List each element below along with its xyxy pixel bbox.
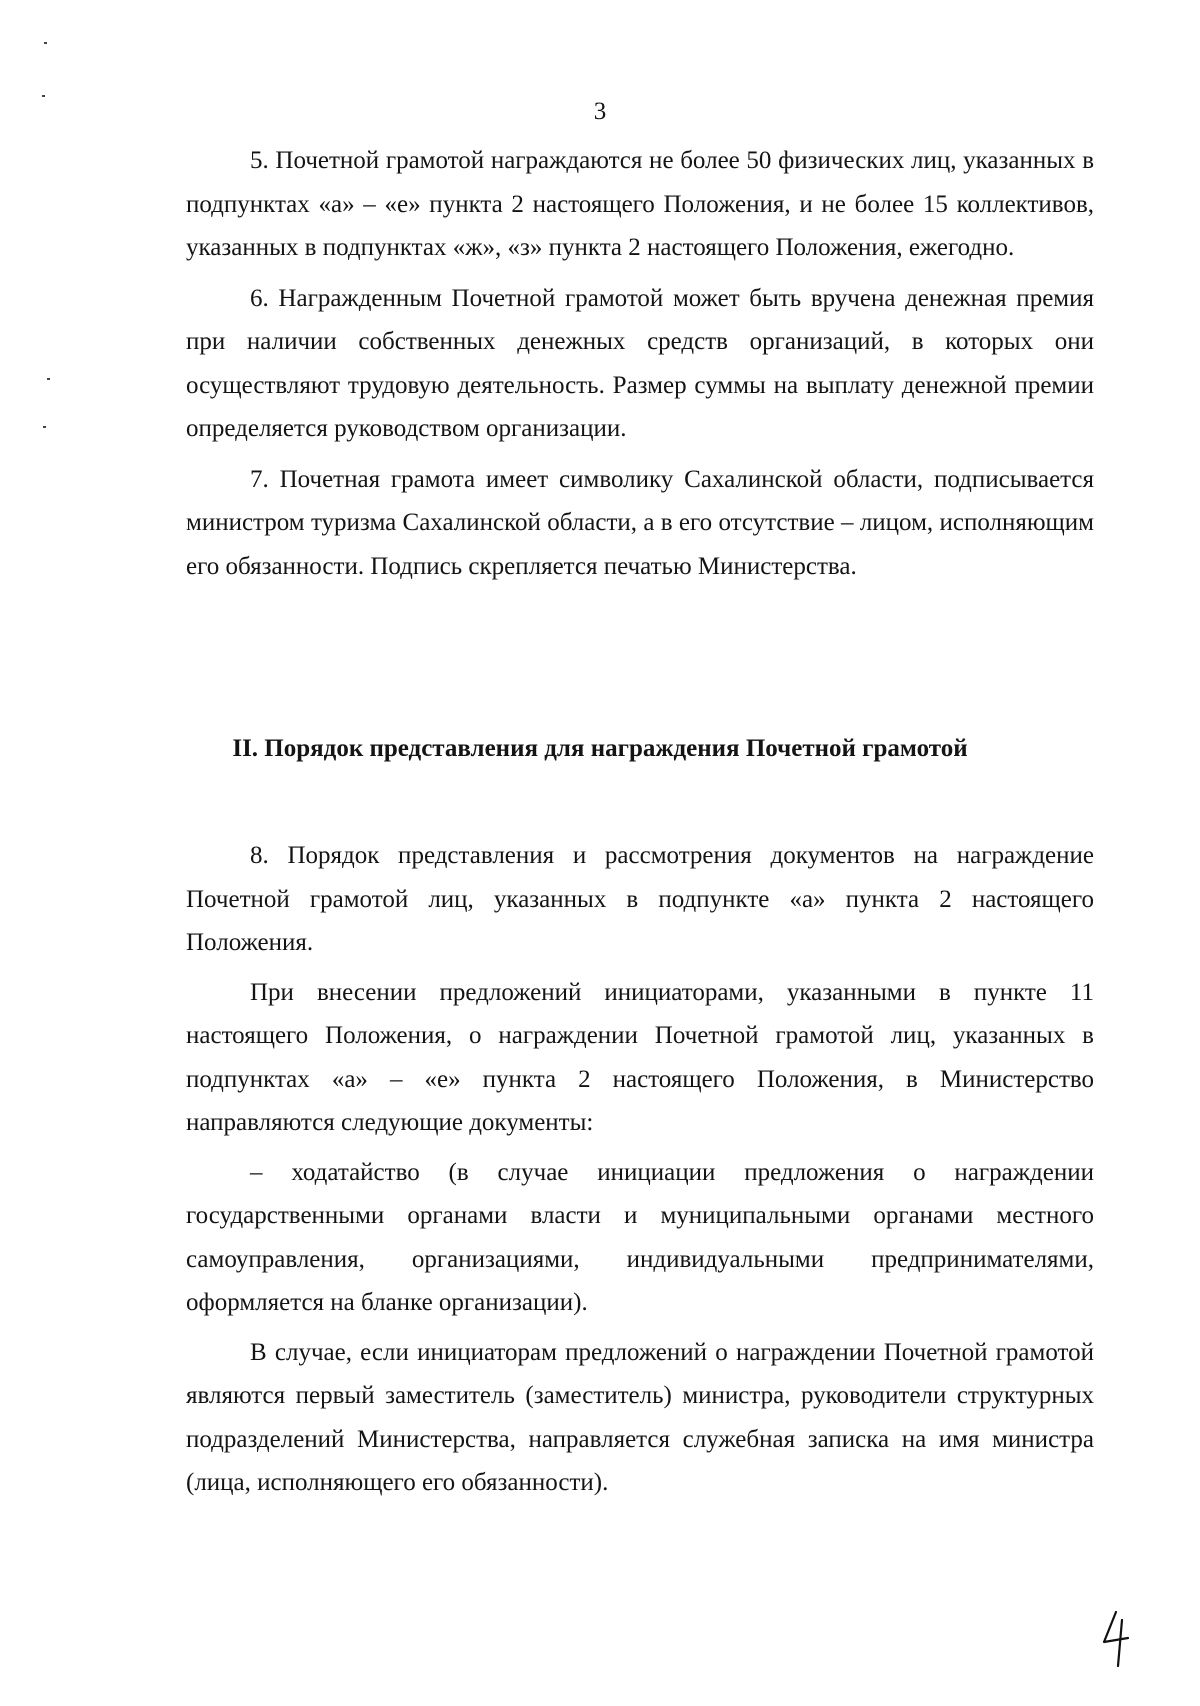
section-1-text [186,139,1094,588]
handwritten-page-number [1096,1608,1136,1675]
paragraph-memo: В случае, если инициаторам предложений о награждении Почетной грамотой являются первый заместитель (заместитель) министра, руководители структурных подразделений Министерства, направляется служебная записка на имя министра (лица, исполняющего его обязанности). [186,1338,1094,1496]
scan-dot [43,426,46,428]
paragraph-7: 7. Почетная грамота имеет символику Сахалинской области, подписывается министром туризма Сахалинской области, а в его отсутствие – лицом, исполняющим его обязанности. Подпись скрепляется печатью Министерства. [186,465,1094,580]
scan-dot [44,42,47,44]
handwritten-four-icon [1096,1608,1136,1670]
page-number: 3 [593,98,607,125]
paragraph-8: 8. Порядок представления и рассмотрения документов на награждение Почетной грамотой лиц, указанных в подпункте «а» пункта 2 настоящего Положения. [186,842,1094,956]
paragraph-5: 5. Почетной грамотой награждаются не более 50 физических лиц, указанных в подпунктах «а» – «е» пункта 2 настоящего Положения, и не более 15 коллективов, указанных в подпунктах «ж», «з» пункта 2 настоящего Положения, ежегодно. [186,147,1094,261]
paragraph-initiators: При внесении предложений инициаторами, указанными в пункте 11 настоящего Положения, о награждении Почетной грамотой лиц, указанных в подпунктах «а» – «е» пункта 2 настоящего Положения, в Министерство направляются следующие документы: [186,978,1094,1136]
section-2-heading: II. Порядок представления для награждения Почетной грамотой [232,735,968,762]
paragraph-6: 6. Награжденным Почетной грамотой может быть вручена денежная премия при наличии собственных денежных средств организаций, в которых они осуществляют трудовую деятельность. Размер суммы на выплату денежной премии определяется руководством организации. [186,284,1094,442]
scan-dot [42,95,45,97]
paragraph-petition: – ходатайство (в случае инициации предложения о награждении государственными органами власти и муниципальными органами местного самоуправления, организациями, индивидуальными предпринимателями, оформляется на бланке организации). [186,1158,1094,1316]
section-2-text [186,834,1094,1505]
scan-dot [47,378,50,380]
